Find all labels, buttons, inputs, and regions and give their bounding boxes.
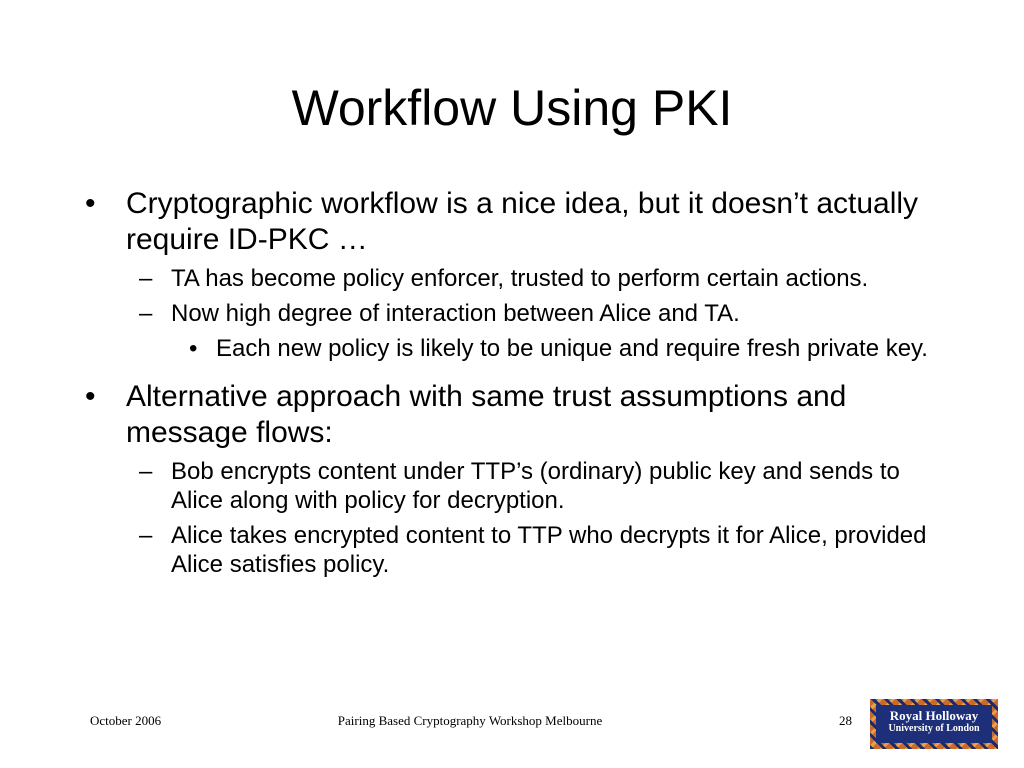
sub-bullet-item: [85, 457, 945, 515]
bullet-item: [85, 379, 945, 451]
logo-plate: [876, 705, 992, 743]
sub-bullet-text: Now high degree of interaction between Alice and TA.: [171, 300, 740, 327]
bullet-marker: •: [85, 380, 96, 413]
royal-holloway-logo: [870, 699, 998, 749]
sub-bullet-text: Bob encrypts content under TTP’s (ordinary) public key and sends to Alice along with policy for decryption.: [171, 458, 900, 514]
bullet-text: Cryptographic workflow is a nice idea, but it doesn’t actually require ID-PKC …: [126, 187, 919, 256]
footer-event-name: Pairing Based Cryptography Workshop Melbourne: [337, 713, 603, 728]
footer-date: October 2006: [90, 713, 162, 728]
sub-bullet-item: [85, 264, 945, 293]
sub-sub-bullet-item: [85, 334, 945, 363]
dash-marker: –: [139, 265, 153, 292]
slide-title: Workflow Using PKI: [291, 80, 733, 136]
slide-number: 28: [839, 713, 852, 728]
sub-bullet-item: [85, 521, 945, 579]
dash-marker: –: [139, 300, 153, 327]
slide-body: [85, 186, 945, 579]
dash-marker: –: [139, 458, 153, 485]
bullet-text: Alternative approach with same trust assumptions and message flows:: [126, 380, 847, 449]
logo-line-1: Royal Holloway: [889, 708, 979, 723]
sub-bullet-text: Alice takes encrypted content to TTP who decrypts it for Alice, provided Alice satisfies policy.: [171, 522, 927, 578]
bullet-marker: •: [85, 187, 96, 220]
sub-bullet-text: TA has become policy enforcer, trusted to perform certain actions.: [171, 265, 869, 292]
bullet-item: [85, 186, 945, 258]
sub-sub-bullet-text: Each new policy is likely to be unique and require fresh private key.: [216, 335, 928, 362]
dash-marker: –: [139, 522, 153, 549]
logo-line-2: University of London: [888, 723, 980, 734]
bullet-marker: •: [189, 335, 198, 362]
sub-bullet-item: [85, 299, 945, 328]
